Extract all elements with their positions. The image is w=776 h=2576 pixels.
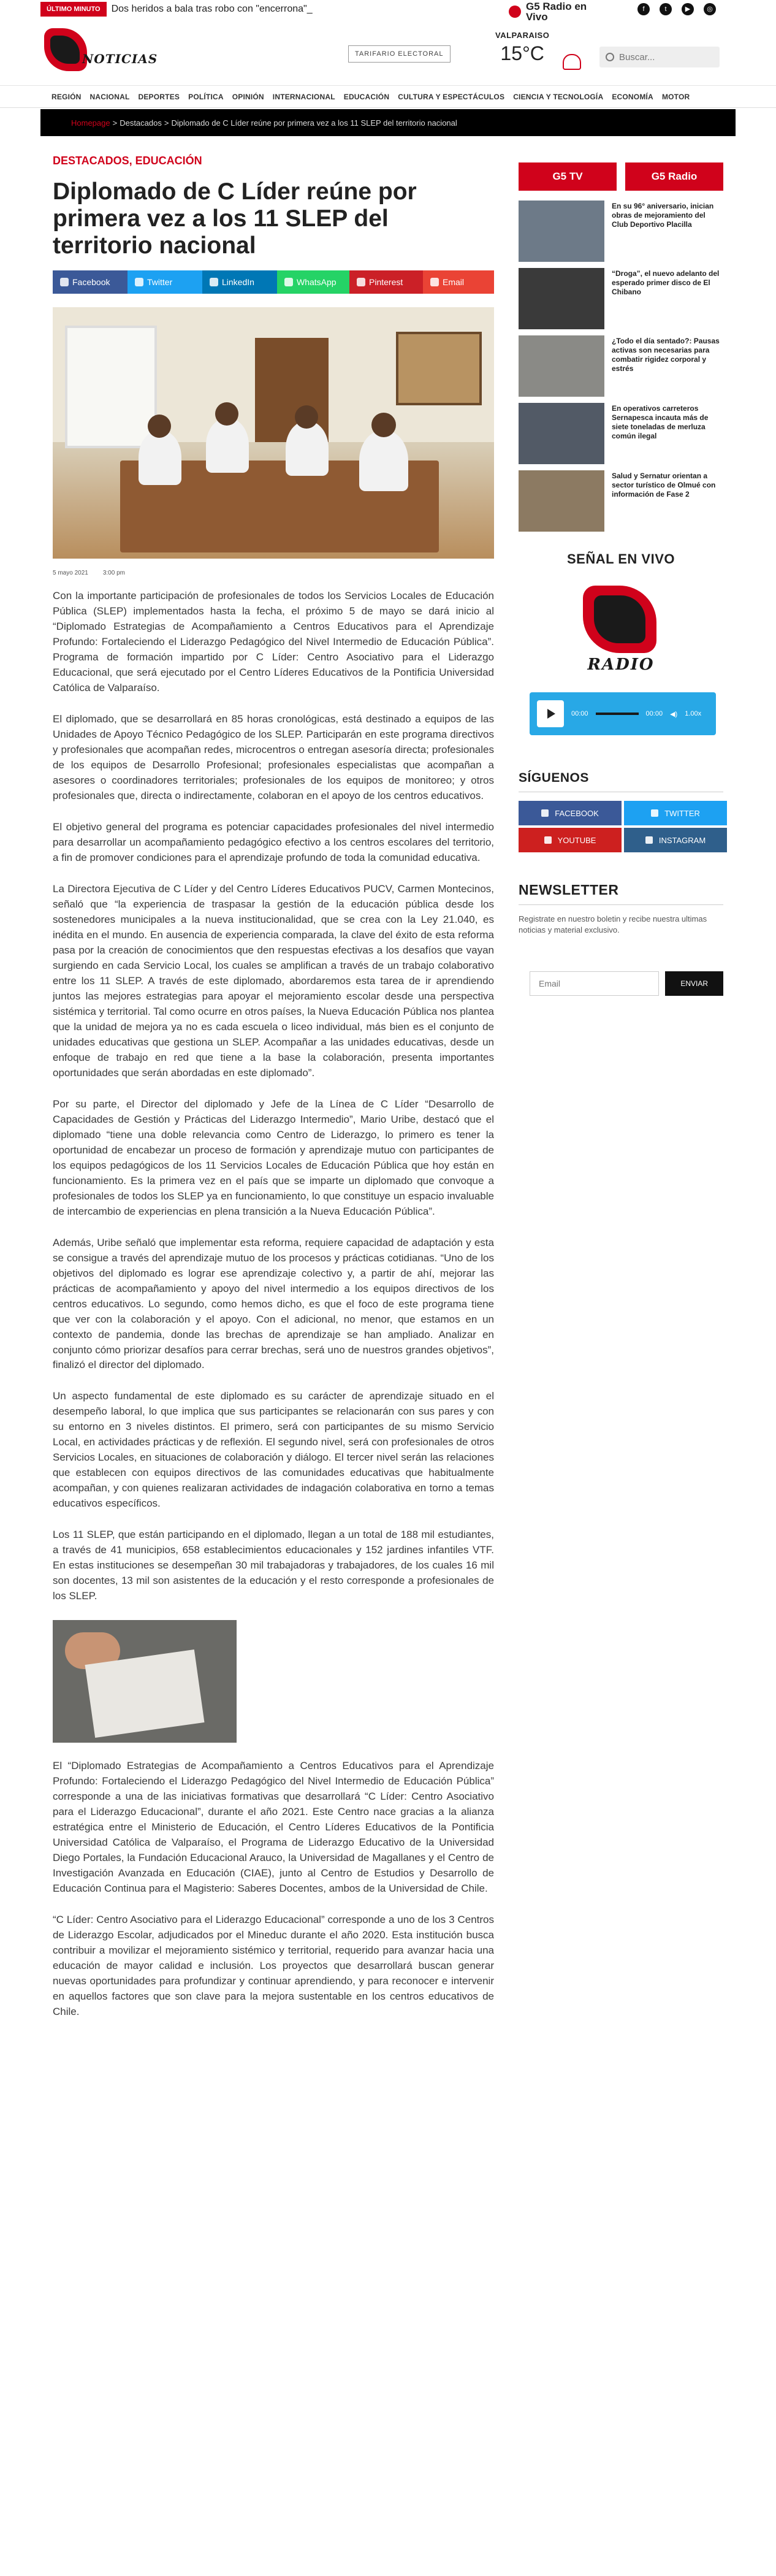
article-paragraph: Por su parte, el Director del diplomado y Jefe de la Línea de C Líder “Desarrollo de Capacidades de Gestión y Prácticas del Liderazgo Intermedio”, Mario Uribe, destacó que el diplomado “tiene una doble relevancia como Centro de Liderazgo, lo primero es tener la oportunidad de encabezar un proceso de formación y aprendizaje mutuo con participantes de los equipos pedagógicos de los 11 Servicios Locales de Educación Pública que hoy están en funcionamiento. Es la primera vez en el país que se imparte un diplomado que convoque a profesionales de todos los SLEP ya en funcionamiento, lo que constituye un espacio invaluable de intercambio de experiencias en plena transición a la Nueva Educación Pública”. <box>53 1098 494 1217</box>
news-title[interactable]: En su 96° aniversario, inician obras de mejoramiento del Club Deportivo Placilla <box>612 202 714 229</box>
nav-educacion[interactable]: EDUCACIÓN <box>343 92 390 101</box>
youtube-icon[interactable]: ▶ <box>682 3 694 15</box>
audio-player <box>530 692 716 735</box>
article-paragraph: Con la importante participación de profesionales de todos los Servicios Locales de Educación Pública (SLEP) implementados hasta la fecha, el próximo 5 de mayo se dará inicio al “Diplomado Estrategias de Acompañamiento a Centros Educativos para el Aprendizaje Profundo: Fortaleciendo el Liderazgo Pedagógico del Nivel Intermedio de Educación Pública”. Programa de formación impartido por C Líder: Centro Asociativo para el Liderazgo Educacional, que será ejecutado por el Centro Líderes Educativos de la Pontificia Universidad Católica de Valparaíso. <box>53 590 494 694</box>
nav-politica[interactable]: POLÍTICA <box>188 92 224 101</box>
nav-motor[interactable]: MOTOR <box>661 92 690 101</box>
player-time-start: 00:00 <box>571 710 588 717</box>
article-body <box>53 589 494 2020</box>
site-header <box>0 18 776 86</box>
news-thumbnail[interactable] <box>519 403 604 464</box>
news-thumbnail[interactable] <box>519 268 604 329</box>
share-label: Facebook <box>72 277 110 288</box>
sidebar <box>519 162 723 996</box>
share-pinterest-button[interactable] <box>349 270 423 294</box>
search-input[interactable] <box>619 52 711 63</box>
linkedin-icon <box>210 278 218 286</box>
article-secondary-photo <box>53 1620 237 1743</box>
social-grid <box>519 801 723 852</box>
list-item[interactable] <box>519 403 723 464</box>
social-label: INSTAGRAM <box>658 835 706 845</box>
publish-date: 5 mayo 2021 <box>53 570 88 577</box>
nav-ciencia[interactable]: CIENCIA Y TECNOLOGÍA <box>513 92 604 101</box>
main-nav <box>0 86 776 108</box>
cloudy-weather-icon <box>563 54 581 70</box>
live-signal-title: SEÑAL EN VIVO <box>566 551 675 567</box>
newsletter-email-input[interactable] <box>530 971 659 996</box>
radio-logo-word: RADIO <box>587 655 655 674</box>
publish-time: 3:00 pm <box>102 570 125 577</box>
weather-city: VALPARAISO <box>495 31 550 40</box>
facebook-icon <box>60 278 69 286</box>
article-paragraph: El “Diplomado Estrategias de Acompañamiento a Centros Educativos para el Aprendizaje Profundo: Fortaleciendo el Liderazgo Pedagógico del Nivel Intermedio de Educación Pública” corresponde a una de las iniciativas formativas que desarrollará “C Líder: Centro Asociativo para el Liderazgo Educacional”, durante el año 2021. Este Centro nace gracias a la alianza estratégica entre el Ministerio de Educación, el Centro Líderes Educativos de la Pontificia Universidad Católica de Valparaíso, el Programa de Liderazgo Educativo de la Universidad Diego Portales, la Fundación Educacional Arauco, la Universidad de Magallanes y el Centro de Investigación Avanzada en Educación (CIAE), junto al Centro de Estudios y Desarrollo de Educación Continua para el Magisterio: Saberes Docentes, ambos de la Universidad de Chile. <box>53 1760 494 1895</box>
news-thumbnail[interactable] <box>519 335 604 397</box>
article-paragraph: La Directora Ejecutiva de C Líder y del Centro Líderes Educativos PUCV, Carmen Montecinos, señaló que “la experiencia de traspasar la gestión de la educación pública desde los sostenedores municipales a la nueva institucionalidad, que se crea con la Ley 21.040, es inédita en el mundo. En ausencia de experiencia comparada, la clave del éxito de esta reforma pasa por la creación de conocimientos que den respuestas efectivas a los desafíos que vayan surgiendo en cada Servicio Local, los cuales se amplifican a través de un trabajo colaborativo entre los 11 SLEP. A través de este diplomado, abordaremos esta tarea de ir aprendiendo juntos las mejores estrategias para apoyar el mejoramiento escolar desde una perspectiva sistémica y territorial. Tal como ocurre en otros países, la Nueva Educación Pública nos plantea que la unidad de mejora ya no es cada escuela o liceo individual, más bien es el conjunto de unidades educativas que gestiona un SLEP. Acompañar a las unidades educativas, desde un enfoque de trabajo en red que tiene a la base la colaboración, presenta importantes oportunidades que serán abordadas en este diplomado”. <box>53 882 494 1079</box>
nav-deportes[interactable]: DEPORTES <box>138 92 180 101</box>
top-ticker-bar <box>0 0 776 23</box>
article-paragraph: El diplomado, que se desarrollará en 85 horas cronológicas, está destinado a equipos de las Unidades de Apoyo Técnico Pedagógico de los SLEP. Participarán en este programa directivos y profesionales que acompañan redes, microcentros o entregan asesoría directa; profesionales de los equipos de Desarrollo Profesional; profesionales especialistas que acompañan a asesores o coordinadores territoriales; profesionales de los equipos de monitoreo; y otros profesionales que, directa o indirectamente, colaboran en el apoyo de los centros educativos. <box>53 713 494 801</box>
article-title: Diplomado de C Líder reúne por primera vez a los 11 SLEP del territorio nacional <box>53 178 417 259</box>
news-title[interactable]: “Droga”, el nuevo adelanto del esperado primer disco de El Chibano <box>612 269 720 296</box>
search-box <box>599 47 720 67</box>
share-email-button[interactable] <box>423 270 494 294</box>
radio-icon <box>509 6 521 18</box>
breadcrumb-current: Diplomado de C Líder reúne por primera vez a los 11 SLEP del territorio nacional <box>171 118 457 128</box>
share-linkedin-button[interactable] <box>202 270 277 294</box>
facebook-follow-button[interactable] <box>519 801 622 825</box>
g5-tv-button[interactable]: G5 TV <box>519 162 617 191</box>
article-categories[interactable]: DESTACADOS, EDUCACIÓN <box>53 155 202 167</box>
g5-radio-button[interactable]: G5 Radio <box>625 162 723 191</box>
breadcrumb-separator: > <box>112 118 118 128</box>
facebook-icon[interactable]: f <box>637 3 650 15</box>
instagram-follow-button[interactable] <box>624 828 727 852</box>
logo-word: NOTICIAS <box>82 52 158 66</box>
email-icon <box>430 278 439 286</box>
breaking-news-link[interactable]: Dos heridos a bala tras robo con "encerrona"_ <box>111 4 313 14</box>
article-paragraph: Un aspecto fundamental de este diplomado es su carácter de aprendizaje situado en el desempeño laboral, lo que implica que sus participantes se relacionarán con sus pares y con su entorno en 3 niveles distintos. El primero, será con participantes de su mismo Servicio Local, en actividades prácticas y de reflexión. El segundo nivel, será con profesionales de otros Servicios Locales, en situaciones de colaboración y diálogo. El tercer nivel serán las relaciones que establecen con equipos directivos de las comunidades educativas que habitualmente acompañan, y con quienes realizaran actividades de indagación colaborativa en torno a temas educativos específicos. <box>53 1390 494 1510</box>
share-whatsapp-button[interactable] <box>277 270 349 294</box>
news-thumbnail[interactable] <box>519 201 604 262</box>
twitter-follow-button[interactable] <box>624 801 727 825</box>
article-paragraph: “C Líder: Centro Asociativo para el Liderazgo Educacional” corresponde a uno de los 3 Centros de Liderazgo Escolar, adjudicados por el Mineduc durante el año 2020. Esta institución busca contribuir a movilizar el mejoramiento sistémico y territorial, requerido para avanzar hacia una educación de mayor calidad e inclusión. Los proyectos que desarrollará buscan generar nuevas oportunidades para profundizar y continuar aprendiendo, y para reconocer e intervenir en aquellos factores que son clave para la mejora sustentable en los centros educativos de Chile. <box>53 1914 494 2018</box>
list-item[interactable] <box>519 335 723 397</box>
g5-radio-logo <box>578 586 664 678</box>
nav-internacional[interactable]: INTERNACIONAL <box>272 92 335 101</box>
list-item[interactable] <box>519 470 723 532</box>
article-paragraph: Los 11 SLEP, que están participando en el diplomado, llegan a un total de 188 mil estudiantes, a través de 41 municipios, 658 establecimientos educacionales y 152 jardines infantiles VTF. En estas instituciones se desempeñan 30 mil trabajadoras y trabajadores, de los cuales 16 mil son docentes, 13 mil son asistentes de la educación y el resto corresponde a profesionales de los SLEP. <box>53 1529 494 1602</box>
site-logo[interactable] <box>44 28 158 77</box>
breaking-news-label: ÚLTIMO MINUTO <box>40 2 107 17</box>
twitter-icon[interactable]: t <box>660 3 672 15</box>
player-time-end: 00:00 <box>645 710 663 717</box>
share-twitter-button[interactable] <box>127 270 202 294</box>
search-icon[interactable] <box>606 53 614 61</box>
article-main-photo <box>53 307 494 559</box>
play-icon[interactable] <box>537 700 564 727</box>
list-item[interactable] <box>519 268 723 329</box>
article-paragraph: Además, Uribe señaló que implementar esta reforma, requiere capacidad de adaptación y esta se consigue a través del aprendizaje mutuo de los procesos y prácticas cotidianas. “Uno de los objetivos del diplomado es lograr ese aprendizaje colectivo y, a partir de ahí, mejorar las prácticas de acompañamiento y apoyo del nivel intermedio a los equipos directivos de los centros educativos. Lo segundo, como hemos dicho, es que el foco de este programa tiene que ver con la colaboración y el apoyo. Con el adicional, no menor, que estamos en un contexto de pandemia, donde las brechas de aprendizaje se han ampliado. Analizar en conjunto cómo priorizar desafíos para cerrar brechas, será uno de nuestros grandes objetivos”, finalizó el director del diplomado. <box>53 1236 494 1371</box>
social-label: FACEBOOK <box>555 808 599 818</box>
player-progress[interactable] <box>596 713 639 715</box>
tarifario-button[interactable]: TARIFARIO ELECTORAL <box>348 45 451 63</box>
weather-widget <box>495 31 549 65</box>
article-date <box>53 570 494 576</box>
newsletter-send-button[interactable]: ENVIAR <box>665 971 723 996</box>
social-label: YOUTUBE <box>557 835 596 845</box>
article-paragraph: El objetivo general del programa es potenciar capacidades profesionales del nivel intermedio para desarrollar un acompañamiento pedagógico efectivo a los centros escolares del territorio, a fin de promover condiciones para el aprendizaje profundo de toda la comunidad educativa. <box>53 820 494 863</box>
breadcrumb-section[interactable]: Destacados <box>120 118 162 128</box>
share-label: WhatsApp <box>297 277 337 288</box>
player-speed[interactable]: 1.00x <box>685 710 702 717</box>
nav-region[interactable]: REGIÓN <box>51 92 82 101</box>
whatsapp-icon <box>284 278 293 286</box>
pinterest-icon <box>357 278 365 286</box>
top-social-links <box>637 3 716 15</box>
nav-cultura[interactable]: CULTURA Y ESPECTÁCULOS <box>398 92 505 101</box>
youtube-icon <box>544 836 552 844</box>
news-title[interactable]: ¿Todo el día sentado?: Pausas activas son necesarias para combatir rigidez corporal y estrés <box>612 337 720 373</box>
newsletter-form <box>530 971 723 996</box>
twitter-icon <box>135 278 143 286</box>
article <box>53 155 494 2020</box>
instagram-icon[interactable]: ◎ <box>704 3 716 15</box>
list-item[interactable] <box>519 201 723 262</box>
share-facebook-button[interactable] <box>53 270 127 294</box>
volume-icon[interactable]: ◀) <box>670 710 678 718</box>
nav-opinion[interactable]: OPINIÓN <box>232 92 264 101</box>
breadcrumb <box>40 109 736 136</box>
share-label: LinkedIn <box>222 277 254 288</box>
share-label: Pinterest <box>369 277 403 288</box>
breadcrumb-separator: > <box>164 118 169 128</box>
follow-us-title: SÍGUENOS <box>519 771 723 792</box>
youtube-follow-button[interactable] <box>519 828 622 852</box>
social-label: TWITTER <box>664 808 700 818</box>
radio-live-label: G5 Radio en Vivo <box>526 1 587 23</box>
instagram-icon <box>645 836 653 844</box>
share-buttons <box>53 270 494 294</box>
facebook-icon <box>541 809 549 817</box>
twitter-icon <box>651 809 658 817</box>
newsletter-text: Registrate en nuestro boletin y recibe nuestra ultimas noticias y material exclusivo. <box>519 914 707 935</box>
newsletter-title: NEWSLETTER <box>519 882 723 905</box>
news-thumbnail[interactable] <box>519 470 604 532</box>
share-label: Twitter <box>147 277 173 288</box>
news-title[interactable]: Salud y Sernatur orientan a sector turístico de Olmué con información de Fase 2 <box>612 472 716 499</box>
media-buttons <box>519 162 723 191</box>
nav-economia[interactable]: ECONOMÍA <box>612 92 653 101</box>
breadcrumb-home[interactable]: Homepage <box>71 118 110 128</box>
latest-news-list <box>519 201 723 532</box>
share-label: Email <box>443 277 465 288</box>
nav-nacional[interactable]: NACIONAL <box>89 92 130 101</box>
weather-temp: 15°C <box>500 42 544 64</box>
news-title[interactable]: En operativos carreteros Sernapesca incauta más de siete toneladas de merluza común ilegal <box>612 404 709 440</box>
